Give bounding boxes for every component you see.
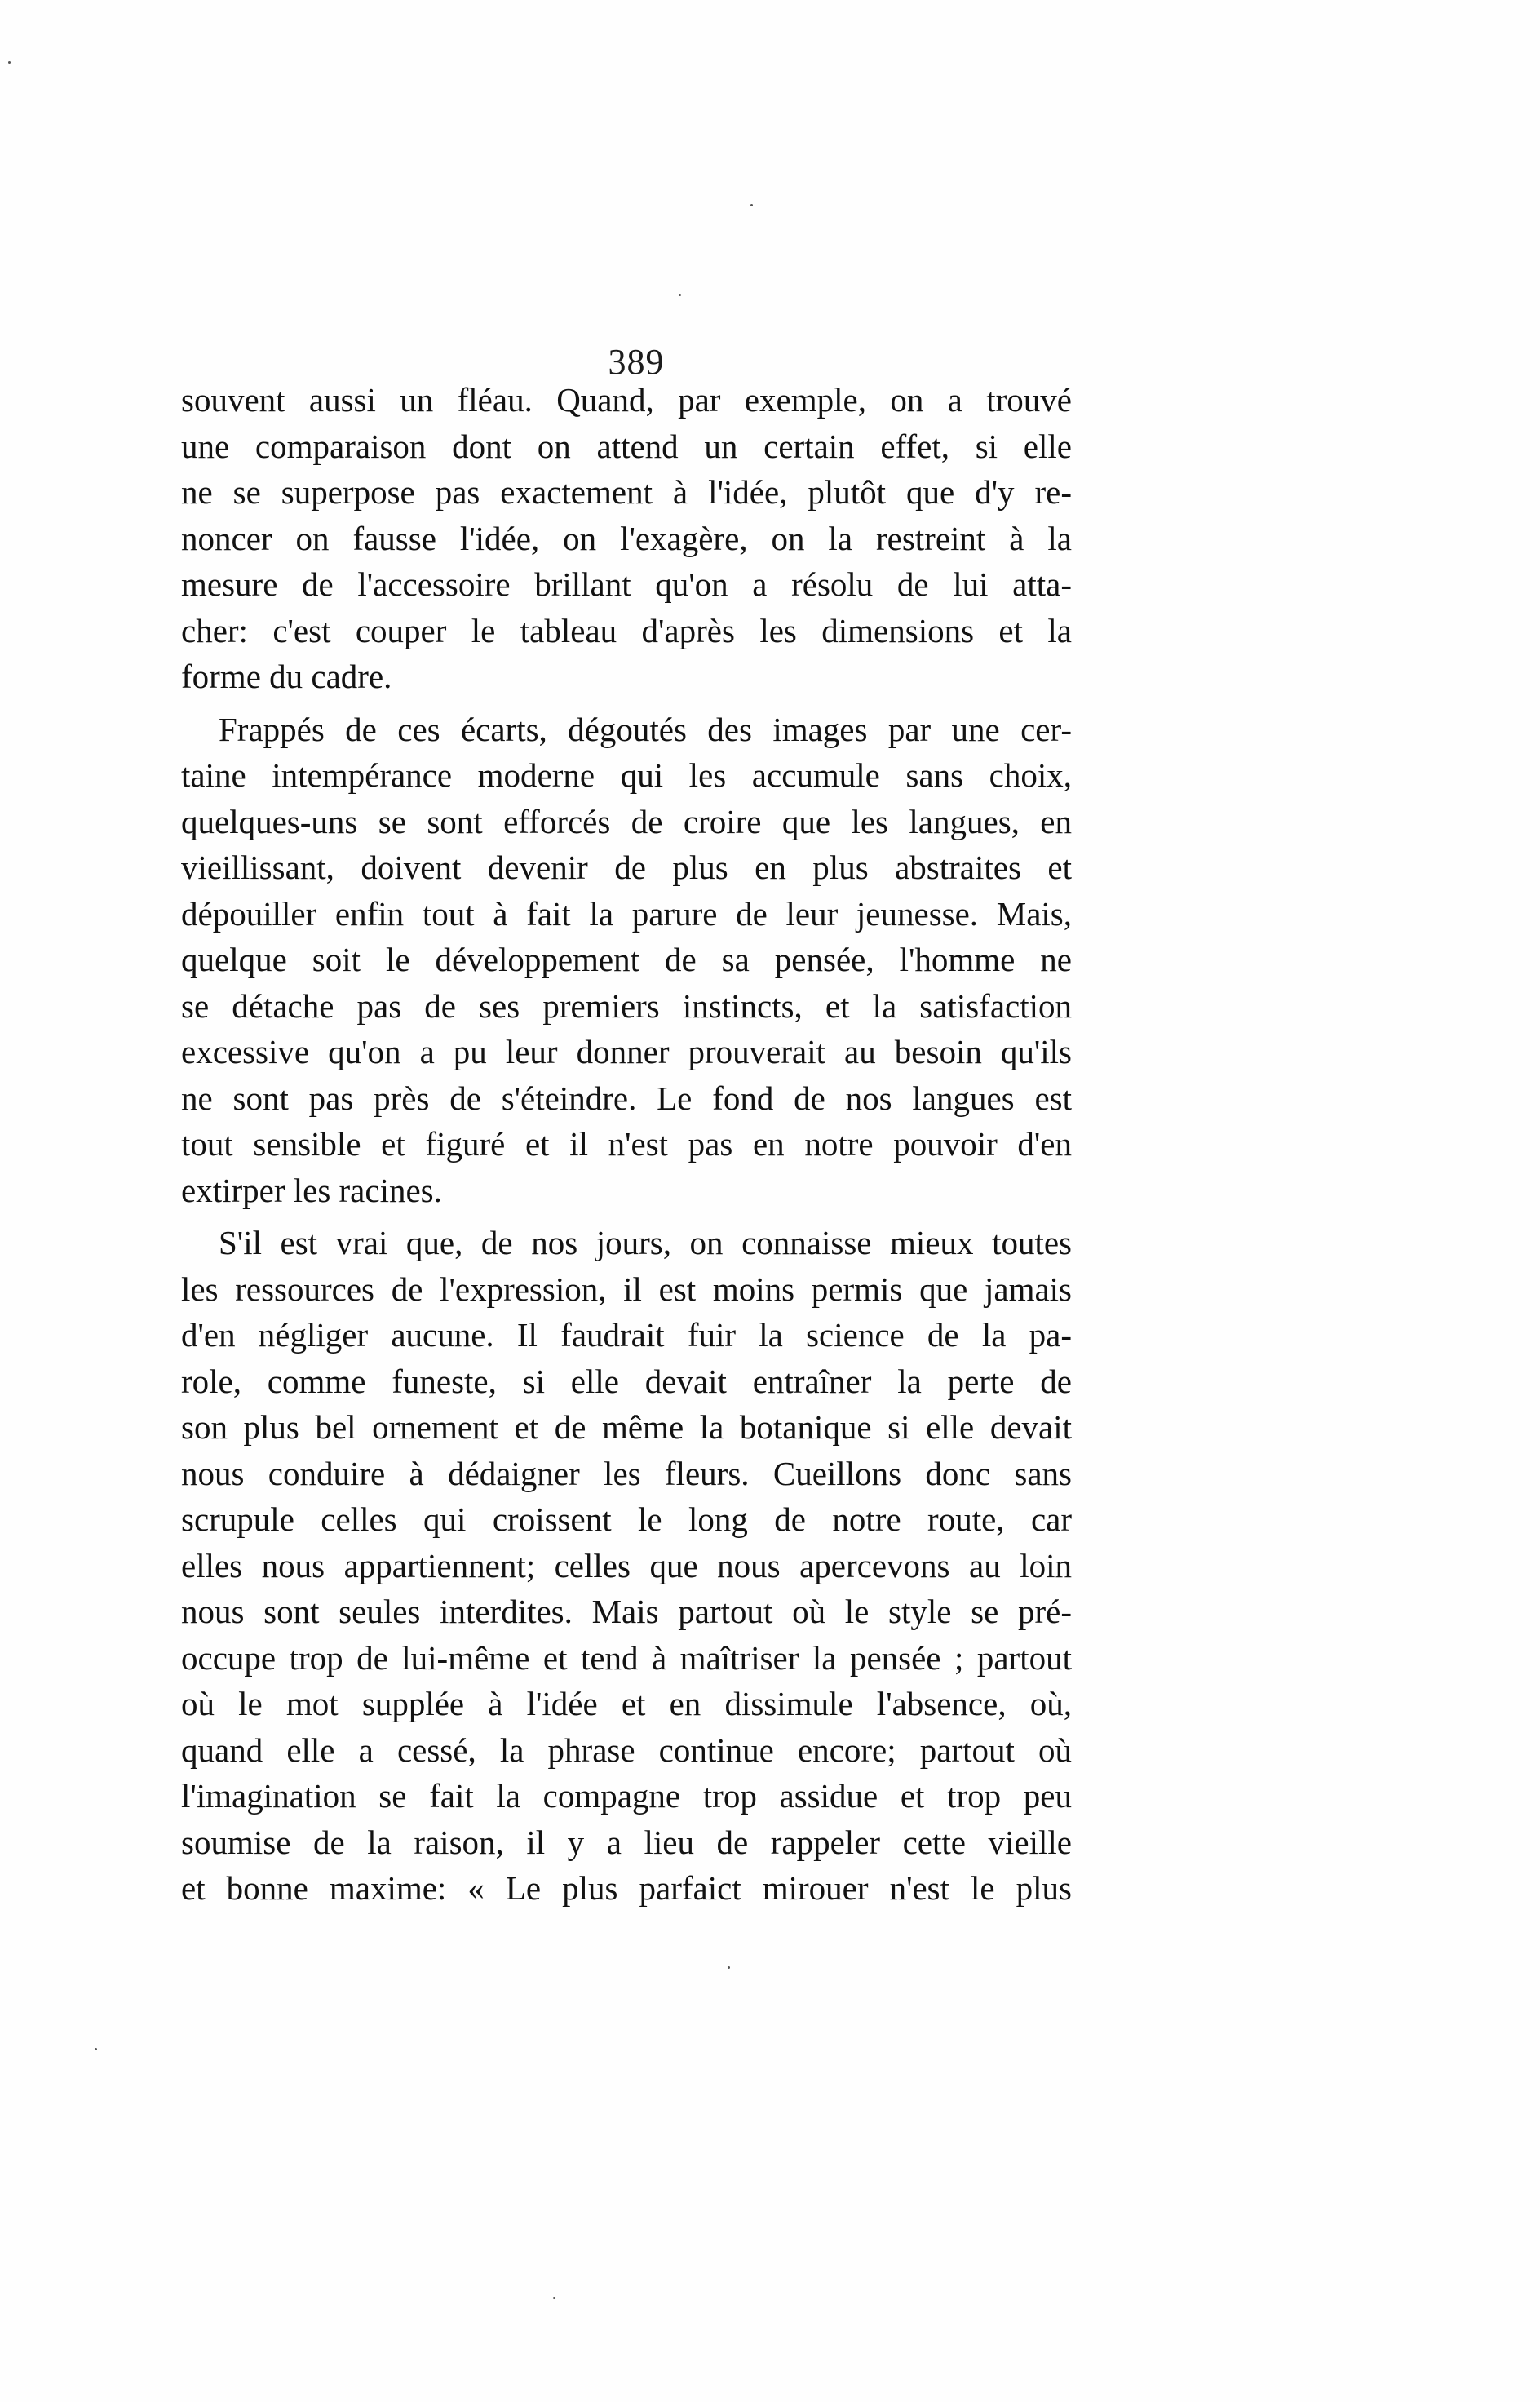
text-line: vieillissant, doivent devenir de plus en plus abstraites et: [181, 849, 1072, 886]
scan-speck: [95, 2048, 97, 2050]
text-line: nous conduire à dédaigner les fleurs. Cueillons donc sans: [181, 1454, 1072, 1492]
text-line: scrupule celles qui croissent le long de notre route, car: [181, 1500, 1072, 1538]
text-line: cher: c'est couper le tableau d'après les dimensions et la: [181, 611, 1072, 649]
scan-speck: [8, 61, 11, 64]
text-line: ne se superpose pas exactement à l'idée, plutôt que d'y re-: [181, 473, 1072, 511]
paragraph-3: [181, 1220, 1072, 1912]
text-line: souvent aussi un fléau. Quand, par exemple, on a trouvé: [181, 381, 1072, 419]
text-line: dépouiller enfin tout à fait la parure de leur jeunesse. Mais,: [181, 894, 1072, 933]
paragraph-1: [181, 377, 1072, 700]
text-line: se détache pas de ses premiers instincts, et la satisfaction: [181, 986, 1072, 1025]
scan-speck: [728, 1966, 730, 1969]
text-line: quelque soit le développement de sa pensée, l'homme ne: [181, 941, 1072, 978]
text-line: l'imagination se fait la compagne trop assidue et trop peu: [181, 1777, 1072, 1815]
body-text: [181, 377, 1072, 1912]
text-line: une comparaison dont on attend un certain effet, si elle: [181, 427, 1072, 465]
text-line: nous sont seules interdites. Mais partout où le style se pré-: [181, 1593, 1072, 1630]
text-line: et bonne maxime: « Le plus parfaict mirouer n'est le plus: [181, 1869, 1072, 1907]
text-line: extirper les racines.: [181, 1171, 442, 1209]
scan-speck: [679, 294, 681, 296]
text-line: elles nous appartiennent; celles que nous apercevons au loin: [181, 1546, 1072, 1584]
text-line: ne sont pas près de s'éteindre. Le fond de nos langues est: [181, 1079, 1072, 1117]
text-line: S'il est vrai que, de nos jours, on connaisse mieux toutes: [219, 1224, 1072, 1261]
text-line: role, comme funeste, si elle devait entraîner la perte de: [181, 1362, 1072, 1400]
text-line: soumise de la raison, il y a lieu de rappeler cette vieille: [181, 1823, 1072, 1861]
scan-speck: [553, 2297, 555, 2299]
text-line: quand elle a cessé, la phrase continue encore; partout où: [181, 1731, 1072, 1769]
text-line: d'en négliger aucune. Il faudrait fuir la science de la pa-: [181, 1316, 1072, 1354]
text-line: taine intempérance moderne qui les accumule sans choix,: [181, 756, 1072, 794]
text-line: son plus bel ornement et de même la botanique si elle devait: [181, 1408, 1072, 1446]
text-line: Frappés de ces écarts, dégoutés des images par une cer-: [219, 710, 1072, 748]
text-line: occupe trop de lui-même et tend à maîtriser la pensée ; partout: [181, 1638, 1072, 1677]
text-line: excessive qu'on a pu leur donner prouverait au besoin qu'ils: [181, 1033, 1072, 1070]
paragraph-2: [181, 707, 1072, 1214]
text-line: tout sensible et figuré et il n'est pas en notre pouvoir d'en: [181, 1125, 1072, 1163]
text-line: les ressources de l'expression, il est moins permis que jamais: [181, 1270, 1072, 1308]
text-line: où le mot supplée à l'idée et en dissimule l'absence, où,: [181, 1685, 1072, 1722]
text-line: forme du cadre.: [181, 658, 392, 695]
text-line: noncer on fausse l'idée, on l'exagère, on la restreint à la: [181, 519, 1072, 557]
text-line: mesure de l'accessoire brillant qu'on a résolu de lui atta-: [181, 565, 1072, 603]
text-line: quelques-uns se sont efforcés de croire que les langues, en: [181, 802, 1072, 840]
scan-speck: [750, 204, 753, 206]
page-number: 389: [608, 342, 665, 382]
